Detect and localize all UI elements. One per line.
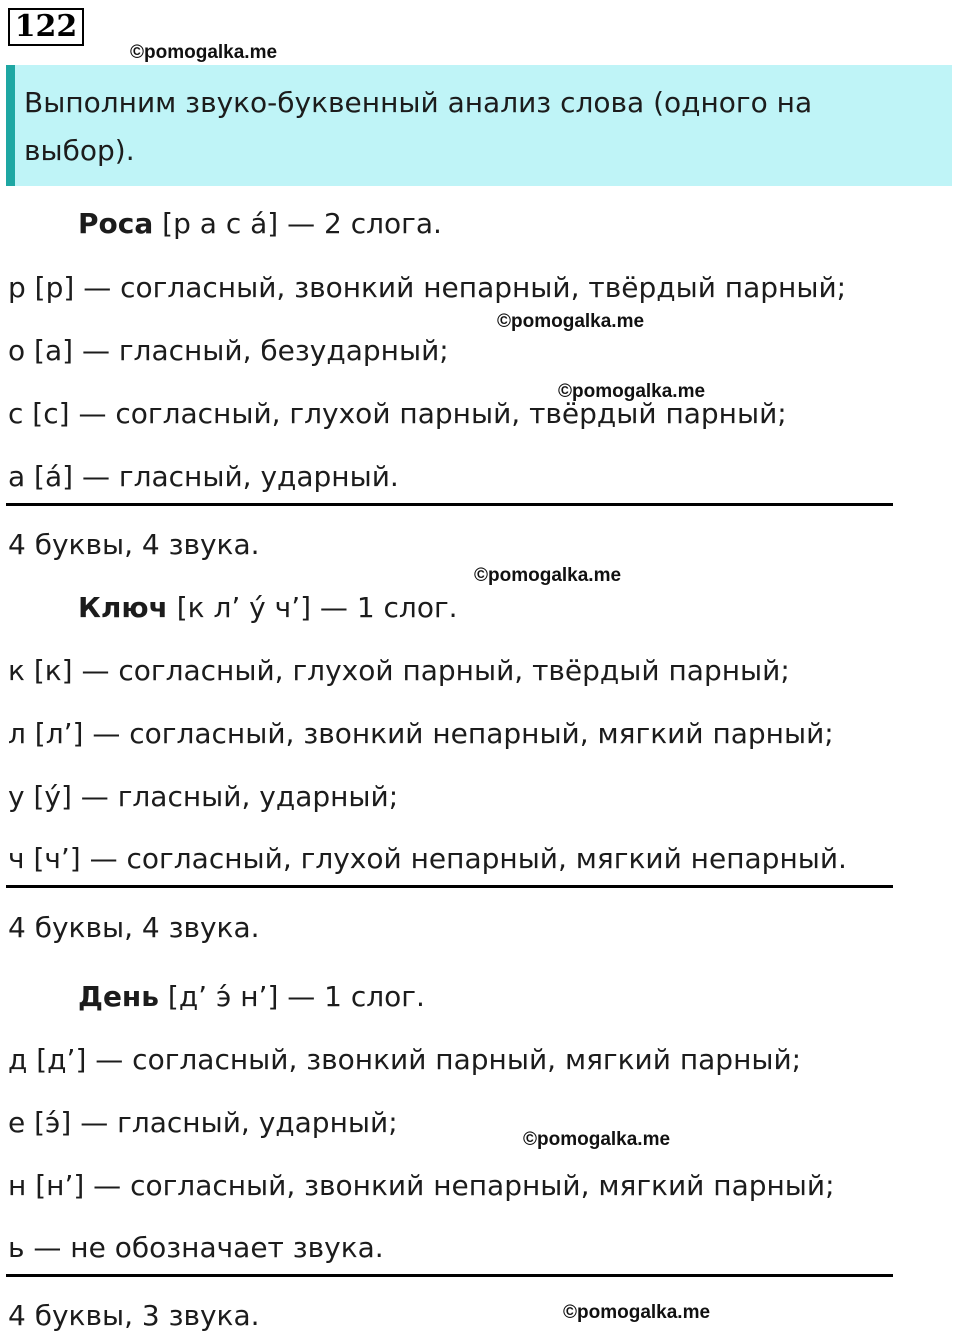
watermark: ©pomogalka.me	[523, 1129, 671, 1150]
summary-line: 4 буквы, 3 звука.	[8, 1299, 260, 1332]
word-heading	[78, 979, 425, 1015]
summary-line: 4 буквы, 4 звука.	[8, 911, 260, 944]
sound-line: а [á] — гласный, ударный.	[8, 460, 399, 493]
task-box	[6, 65, 952, 186]
sound-line: н [н’] — согласный, звонкий непарный, мягкий парный;	[8, 1169, 835, 1202]
sound-line: д [д’] — согласный, звонкий парный, мягкий парный;	[8, 1043, 802, 1076]
watermark: ©pomogalka.me	[558, 381, 706, 402]
watermark: ©pomogalka.me	[563, 1302, 711, 1323]
word-title: День	[78, 980, 159, 1013]
word-heading	[78, 206, 442, 242]
word-title: Роса	[78, 207, 154, 240]
watermark: ©pomogalka.me	[497, 311, 645, 332]
watermark: ©pomogalka.me	[474, 565, 622, 586]
word-transcription: [р а с á] — 2 слога.	[162, 207, 442, 240]
sound-line: с [с] — согласный, глухой парный, твёрдый парный;	[8, 397, 787, 430]
divider	[6, 1274, 893, 1277]
word-heading	[78, 590, 458, 626]
divider	[6, 503, 893, 506]
sound-line: к [к] — согласный, глухой парный, твёрдый парный;	[8, 654, 790, 687]
word-transcription: [д’ э́ н’] — 1 слог.	[167, 980, 425, 1013]
word-title: Ключ	[78, 591, 168, 624]
sound-line: о [а] — гласный, безударный;	[8, 334, 449, 367]
word-transcription: [к л’ ý ч’] — 1 слог.	[176, 591, 458, 624]
sound-line: л [л’] — согласный, звонкий непарный, мягкий парный;	[8, 717, 834, 750]
watermark: ©pomogalka.me	[130, 42, 278, 63]
exercise-number: 122	[8, 8, 84, 46]
divider	[6, 885, 893, 888]
sound-line: р [р] — согласный, звонкий непарный, твёрдый парный;	[8, 271, 847, 304]
task-text: Выполним звуко-буквенный анализ слова (одного на выбор).	[24, 86, 813, 167]
sound-line: е [э́] — гласный, ударный;	[8, 1106, 398, 1139]
sound-line: ь — не обозначает звука.	[8, 1231, 384, 1264]
sound-line: ч [ч’] — согласный, глухой непарный, мягкий непарный.	[8, 842, 847, 875]
sound-line: у [ý] — гласный, ударный;	[8, 780, 399, 813]
summary-line: 4 буквы, 4 звука.	[8, 528, 260, 561]
